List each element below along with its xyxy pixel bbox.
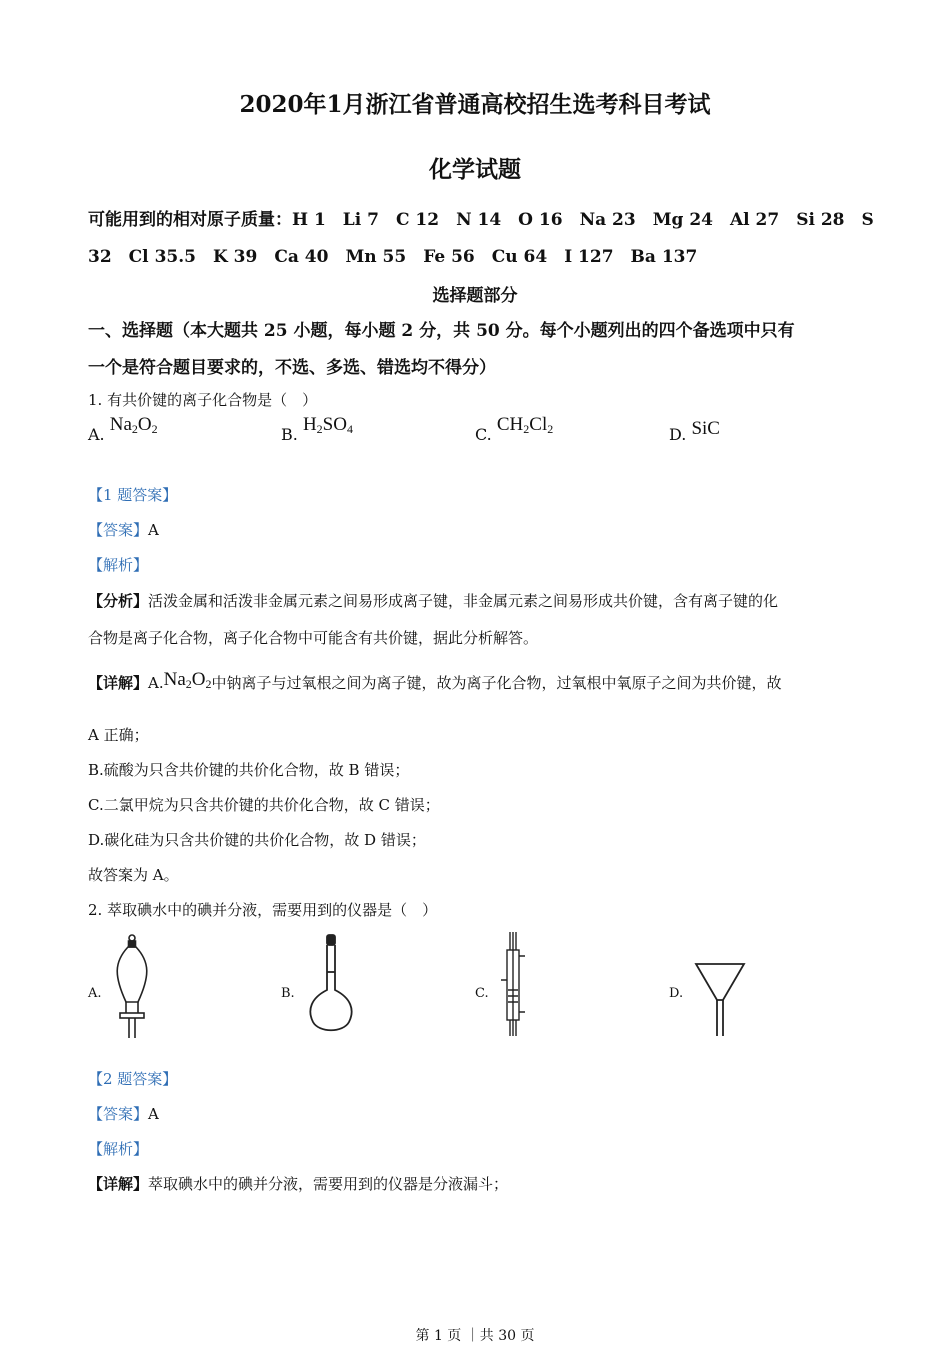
formula: $H_2SO_4$ <box>302 414 353 436</box>
q1-detail-d: D.碳化硅为只含共价键的共价化合物，故 D 错误； <box>88 831 426 849</box>
formula: SiC <box>691 418 720 439</box>
q2-option-a-label: A. <box>88 986 102 1001</box>
q1-option-d[interactable] <box>669 418 720 446</box>
atomic-mass-line-2: 32 Cl 35.5 K 39 Ca 40 Mn 55 Fe 56 Cu 64 I 127 Ba 137 <box>88 247 698 267</box>
q2-analysis-tag: 【解析】 <box>88 1140 149 1158</box>
q1-detail-line-2: A 正确； <box>88 726 149 744</box>
q1-tag-title: 【1 题答案】 <box>88 486 178 504</box>
q2-detail: 【详解】萃取碘水中的碘并分液，需要用到的仪器是分液漏斗； <box>88 1175 509 1193</box>
option-label: D. <box>669 425 687 444</box>
condenser-icon[interactable] <box>498 930 528 1040</box>
q1-fenxi-line-2: 合物是离子化合物，离子化合物中可能含有共价键，据此分析解答。 <box>88 629 539 647</box>
option-label: B. <box>281 425 298 444</box>
page-number: 第 1 页 ｜共 30 页 <box>415 1328 535 1344</box>
atomic-mass-line-1: 可能用到的相对原子质量：H 1 Li 7 C 12 N 14 O 16 Na 23 Mg 24 Al 27 Si 28 S <box>88 210 874 230</box>
funnel-icon[interactable] <box>692 960 748 1040</box>
q2-stem: 2. 萃取碘水中的碘并分液，需要用到的仪器是（ ） <box>88 901 438 919</box>
formula: $Na_2O_2$ <box>109 414 158 436</box>
q2-tag-title: 【2 题答案】 <box>88 1070 178 1088</box>
q2-option-b-label: B. <box>281 986 295 1001</box>
option-label: A. <box>88 425 105 444</box>
q1-detail-c: C.二氯甲烷为只含共价键的共价化合物，故 C 错误； <box>88 796 440 814</box>
q2-option-c-label: C. <box>475 986 489 1001</box>
option-label: C. <box>475 425 492 444</box>
section-heading-line-1: 一、选择题（本大题共 25 小题，每小题 2 分，共 50 分。每个小题列出的四个备选项中只有 <box>88 321 795 341</box>
q1-analysis-tag: 【解析】 <box>88 556 149 574</box>
exam-subtitle: 化学试题 <box>429 156 521 183</box>
q1-answer: 【答案】A <box>88 521 159 539</box>
formula: $CH_2Cl_2$ <box>496 414 554 436</box>
q1-conclusion: 故答案为 A。 <box>88 866 179 884</box>
q1-detail-line-1: 【详解】$A.Na_2O_2$中钠离子与过氧根之间为离子键，故为离子化合物，过氧根中氧原子之间为共价键，故 <box>88 669 782 692</box>
q1-detail-b: B.硫酸为只含共价键的共价化合物，故 B 错误； <box>88 761 410 779</box>
q2-option-d-label: D. <box>669 986 684 1001</box>
q1-option-a[interactable] <box>88 414 158 447</box>
q1-option-b[interactable] <box>281 414 353 447</box>
q2-answer: 【答案】A <box>88 1105 159 1123</box>
q1-stem: 1. 有共价键的离子化合物是（ ） <box>88 391 318 409</box>
q1-fenxi-line-1: 【分析】活泼金属和活泼非金属元素之间易形成离子键，非金属元素之间易形成共价键，含有离子键的化 <box>88 592 779 610</box>
section-heading-line-2: 一个是符合题目要求的，不选、多选、错选均不得分） <box>88 358 496 378</box>
separatory-funnel-icon[interactable] <box>110 932 154 1040</box>
section-title: 选择题部分 <box>432 286 518 306</box>
exam-title: 2020年1月浙江省普通高校招生选考科目考试 <box>239 91 711 118</box>
volumetric-flask-icon[interactable] <box>303 932 359 1036</box>
q1-option-c[interactable] <box>475 414 554 447</box>
detail-formula: $Na_2O_2$ <box>163 669 212 691</box>
